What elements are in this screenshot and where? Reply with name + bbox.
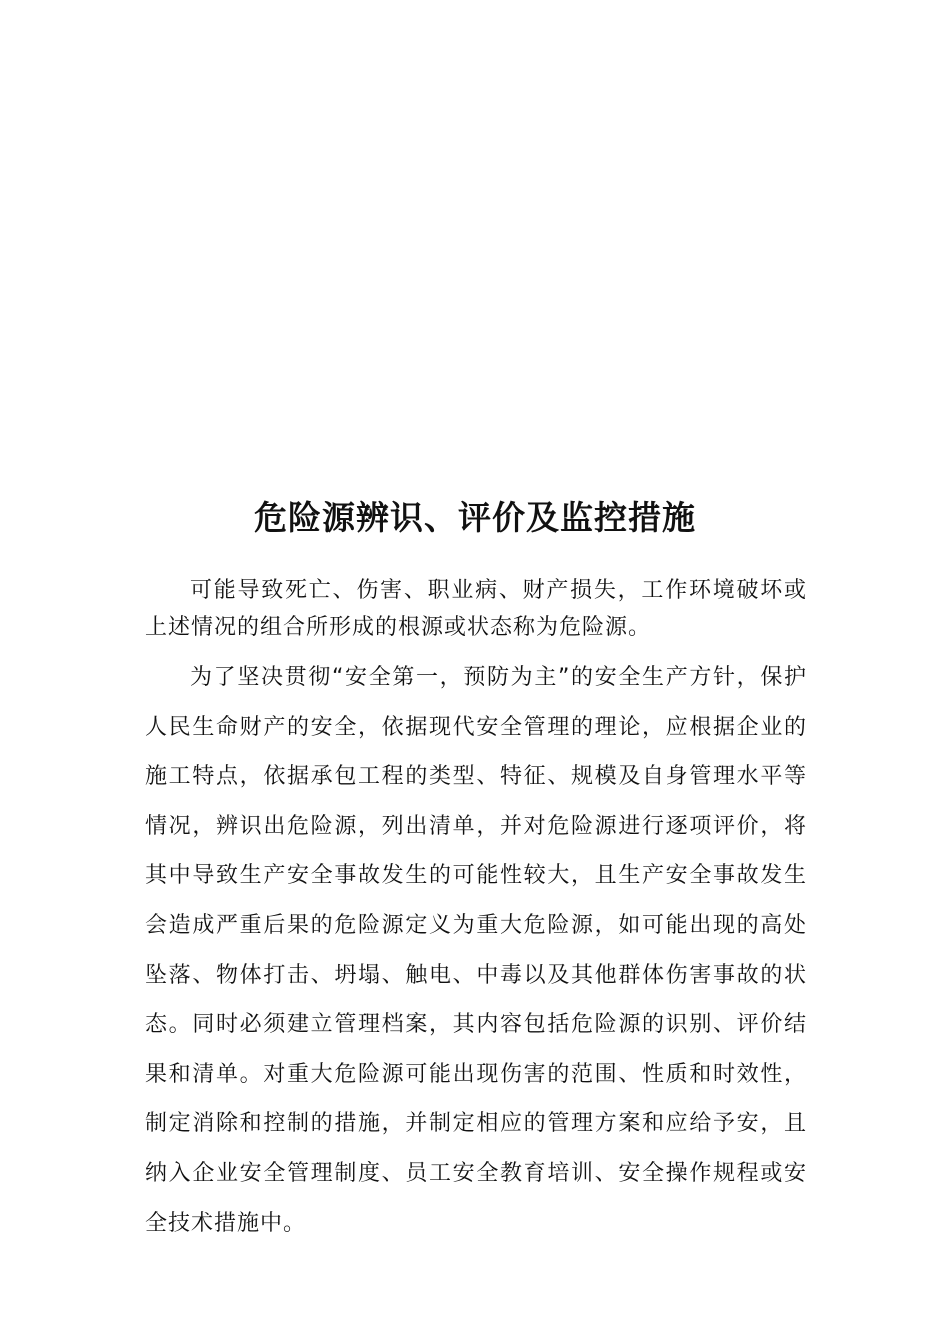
- paragraph-definition: 可能导致死亡、伤害、职业病、财产损失，工作环境破坏或上述情况的组合所形成的根源或状态称为危险源。: [145, 578, 807, 640]
- document-title: 危险源辨识、评价及监控措施: [254, 498, 696, 537]
- paragraph-measures: 为了坚决贯彻“安全第一，预防为主”的安全生产方针，保护人民生命财产的安全，依据现代安全管理的理论，应根据企业的施工特点，依据承包工程的类型、特征、规模及自身管理水平等情况，辨识出危险源，列出清单，并对危险源进行逐项评价，将其中导致生产安全事故发生的可能性较大，且生产安全事故发生会造成严重后果的危险源定义为重大危险源，如可能出现的高处坠落、物体打击、坍塌、触电、中毒以及其他群体伤害事故的状态。同时必须建立管理档案，其内容包括危险源的识别、评价结果和清单。对重大危险源可能出现伤害的范围、性质和时效性，制定消除和控制的措施，并制定相应的管理方案和应给予安，且纳入企业安全管理制度、员工安全教育培训、安全操作规程或安全技术措施中。: [145, 665, 807, 1236]
